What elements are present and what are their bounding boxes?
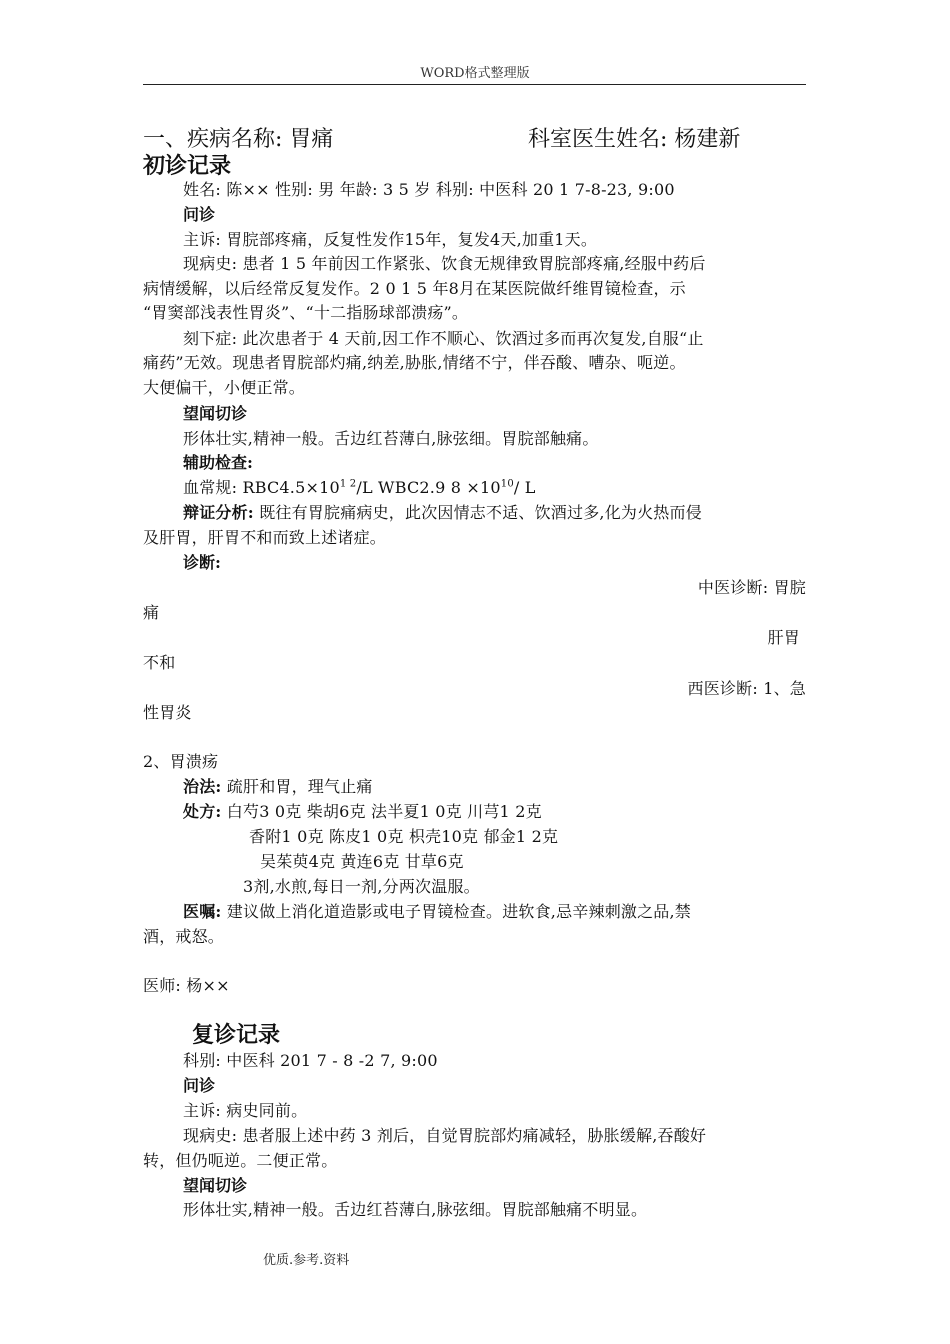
- history-line-1: 现病史: 患者 1 5 年前因工作紧张、饮食无规律致胃脘部疼痛,经服中药后: [183, 254, 706, 273]
- follow-up-inquiry-heading: 问诊: [183, 1076, 216, 1095]
- observation-text: 形体壮实,精神一般。舌边红苔薄白,脉弦细。胃脘部触痛。: [183, 429, 599, 448]
- treatment-heading: 治法:: [183, 777, 222, 796]
- advice-text-1: 建议做上消化道造影或电子胃镜检查。进软食,忌辛辣刺激之品,禁: [221, 902, 691, 921]
- tcm-diagnosis-line-3: 肝胃: [767, 628, 800, 647]
- blood-exponent-1: 1 2: [339, 478, 357, 490]
- inquiry-heading: 问诊: [183, 205, 216, 224]
- present-line-1: 刻下症: 此次患者于 4 天前,因工作不顺心、饮酒过多而再次复发,自服“止: [183, 329, 704, 348]
- prescription-heading: 处方:: [183, 802, 222, 821]
- present-line-2: 痛药”无效。现患者胃脘部灼痛,纳差,胁胀,情绪不宁，伴吞酸、嘈杂、呃逆。: [143, 353, 686, 372]
- analysis-heading: 辩证分析:: [183, 503, 254, 522]
- prescription-line-2: 香附1 0克 陈皮1 0克 枳壳10克 郁金1 2克: [249, 827, 559, 846]
- aux-exam-heading: 辅助检查:: [183, 453, 253, 472]
- advice-line-2: 酒，戒怒。: [143, 927, 225, 946]
- page-header: WORD格式整理版: [420, 66, 530, 81]
- prescription-line-3: 吴茱萸4克 黄连6克 甘草6克: [260, 852, 464, 871]
- tcm-diagnosis-line-1: 中医诊断: 胃脘: [697, 578, 806, 597]
- follow-up-history-2: 转，但仍呃逆。二便正常。: [143, 1151, 338, 1170]
- treatment-text: 疏肝和胃，理气止痛: [221, 777, 373, 796]
- analysis-text-1: 既往有胃脘痛病史，此次因情志不适、饮酒过多,化为火热而侵: [253, 503, 702, 522]
- disease-name: 一、疾病名称: 胃痛: [143, 127, 334, 152]
- western-diagnosis-line-3: 2、胃溃疡: [143, 752, 219, 771]
- prescription-text-1: 白芍3 0克 柴胡6克 法半夏1 0克 川芎1 2克: [221, 802, 542, 821]
- follow-up-dept-line: 科别: 中医科 201 7 - 8 -2 7, 9:00: [183, 1051, 438, 1070]
- chief-complaint: 主诉: 胃脘部疼痛，反复性发作15年，复发4天,加重1天。: [183, 230, 598, 249]
- blood-routine: [183, 475, 536, 498]
- diagnosis-heading: 诊断:: [183, 553, 221, 572]
- blood-prefix: 血常规: RBC4.5×10: [183, 478, 340, 497]
- follow-up-title: 复诊记录: [192, 1022, 281, 1048]
- analysis-line-2: 及肝胃，肝胃不和而致上述诸症。: [143, 528, 387, 547]
- doctor-name: 科室医生姓名: 杨建新: [528, 127, 741, 152]
- physician-signature: 医师: 杨××: [143, 976, 230, 995]
- blood-exponent-2: 10: [500, 478, 514, 490]
- analysis-line-1: [183, 500, 702, 523]
- tcm-diagnosis-line-4: 不和: [143, 653, 176, 672]
- history-line-3: “胃窦部浅表性胃炎”、“十二指肠球部溃疡”。: [143, 303, 469, 322]
- history-line-2: 病情缓解，以后经常反复发作。2 0 1 5 年8月在某医院做纤维胃镜检查，示: [143, 279, 686, 298]
- prescription-line-4: 3剂,水煎,每日一剂,分两次温服。: [243, 877, 480, 896]
- page-footer: 优质.参考.资料: [263, 1253, 350, 1268]
- advice-heading: 医嘱:: [183, 902, 222, 921]
- first-visit-title: 初诊记录: [143, 153, 232, 179]
- follow-up-complaint: 主诉: 病史同前。: [183, 1101, 308, 1120]
- prescription-line-1: [183, 799, 542, 822]
- follow-up-observation: 形体壮实,精神一般。舌边红苔薄白,脉弦细。胃脘部触痛不明显。: [183, 1200, 648, 1219]
- present-line-3: 大便偏干，小便正常。: [143, 378, 306, 397]
- blood-suffix: / L: [513, 478, 536, 497]
- western-diagnosis-line-2: 性胃炎: [143, 703, 192, 722]
- western-diagnosis-line-1: 西医诊断: 1、急: [687, 679, 806, 698]
- follow-up-observation-heading: 望闻切诊: [183, 1176, 248, 1195]
- tcm-diagnosis-line-2: 痛: [143, 603, 160, 622]
- treatment-line: [183, 774, 373, 797]
- blood-middle: /L WBC2.9 8 ×10: [356, 478, 501, 497]
- patient-line: 姓名: 陈×× 性别: 男 年龄: 3 5 岁 科别: 中医科 20 1 7-8-23, 9:00: [183, 180, 675, 199]
- advice-line-1: [183, 899, 691, 922]
- follow-up-history-1: 现病史: 患者服上述中药 3 剂后，自觉胃脘部灼痛减轻，胁胀缓解,吞酸好: [183, 1126, 707, 1145]
- observation-heading: 望闻切诊: [183, 404, 248, 423]
- header-rule: [143, 84, 806, 85]
